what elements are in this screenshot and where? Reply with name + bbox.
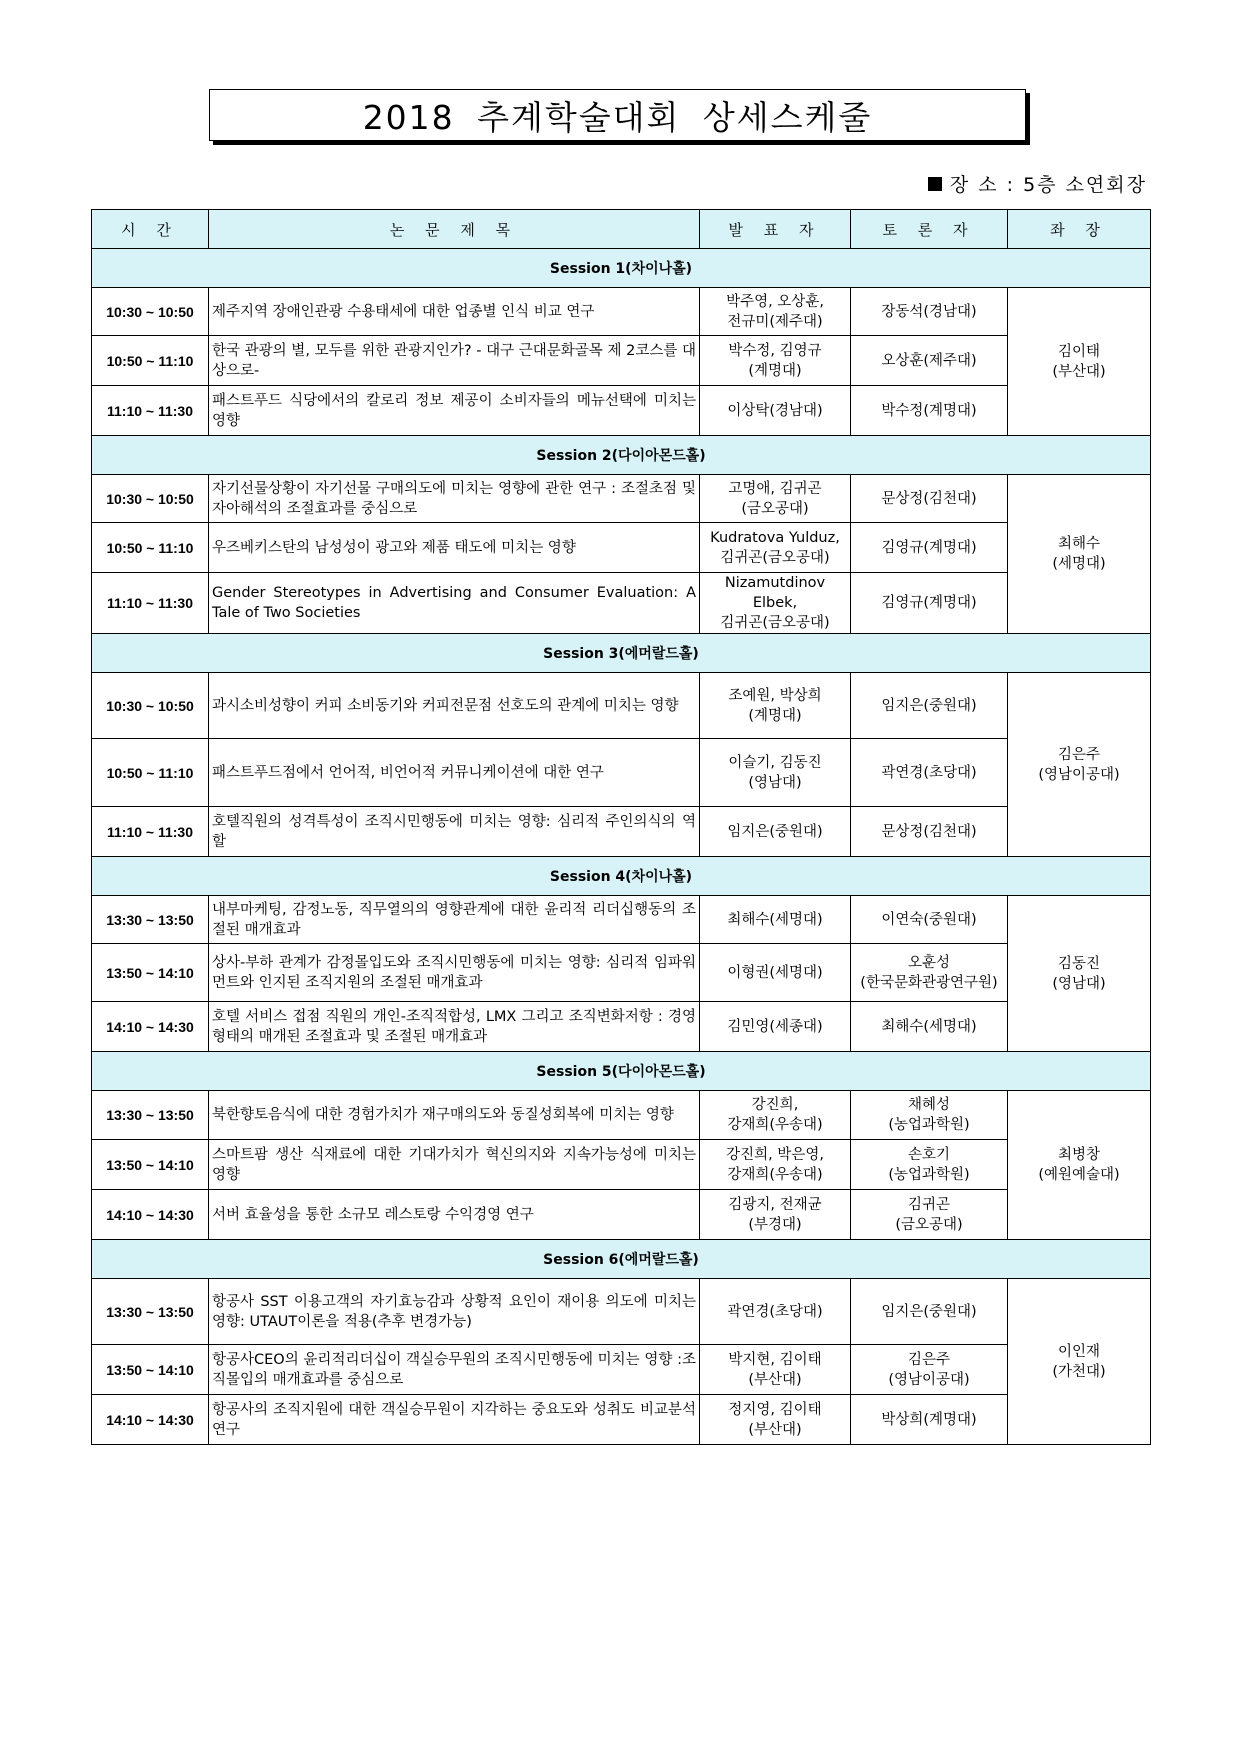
session-header-row xyxy=(92,1052,1151,1091)
paper-title-cell: 서버 효율성을 통한 소규모 레스토랑 수익경영 연구 xyxy=(209,1190,700,1240)
table-header-row xyxy=(92,210,1151,249)
table-row xyxy=(92,739,1151,807)
paper-title-cell: 패스트푸드점에서 언어적, 비언어적 커뮤니케이션에 대한 연구 xyxy=(209,739,700,807)
table-row xyxy=(92,1140,1151,1190)
session-name: Session 2(다이아몬드홀) xyxy=(92,436,1151,475)
presenter-cell: Kudratova Yulduz, 김귀곤(금오공대) xyxy=(700,523,851,573)
paper-title-cell: 우즈베키스탄의 남성성이 광고와 제품 태도에 미치는 영향 xyxy=(209,523,700,573)
discussant-cell: 오훈성 (한국문화관광연구원) xyxy=(851,944,1008,1002)
table-row xyxy=(92,336,1151,386)
time-cell: 11:10 ~ 11:30 xyxy=(92,807,209,857)
table-row xyxy=(92,523,1151,573)
table-row xyxy=(92,1395,1151,1445)
time-cell: 13:30 ~ 13:50 xyxy=(92,1091,209,1140)
presenter-cell: 박주영, 오상훈, 전규미(제주대) xyxy=(700,288,851,336)
session-name: Session 3(에머랄드홀) xyxy=(92,634,1151,673)
time-cell: 10:30 ~ 10:50 xyxy=(92,673,209,739)
presenter-cell: 강진희, 강재희(우송대) xyxy=(700,1091,851,1140)
chair-cell: 최병창 (예원예술대) xyxy=(1008,1091,1151,1240)
chair-cell: 최해수 (세명대) xyxy=(1008,475,1151,634)
time-cell: 11:10 ~ 11:30 xyxy=(92,386,209,436)
discussant-cell: 곽연경(초당대) xyxy=(851,739,1008,807)
presenter-cell: 임지은(중원대) xyxy=(700,807,851,857)
session-header-row xyxy=(92,1240,1151,1279)
time-cell: 13:50 ~ 14:10 xyxy=(92,1345,209,1395)
paper-title-cell: 스마트팜 생산 식재료에 대한 기대가치가 혁신의지와 지속가능성에 미치는 영향 xyxy=(209,1140,700,1190)
presenter-cell: 정지영, 김이태 (부산대) xyxy=(700,1395,851,1445)
header-chair: 좌 장 xyxy=(1008,210,1151,249)
discussant-cell: 임지은(중원대) xyxy=(851,1279,1008,1345)
table-row xyxy=(92,288,1151,336)
presenter-cell: 김광지, 전재균 (부경대) xyxy=(700,1190,851,1240)
paper-title-cell: 항공사CEO의 윤리적리더십이 객실승무원의 조직시민행동에 미치는 영향 :조직몰입의 매개효과를 중심으로 xyxy=(209,1345,700,1395)
paper-title-cell: 상사-부하 관계가 감정몰입도와 조직시민행동에 미치는 영향: 심리적 임파워먼트와 인지된 조직지원의 조절된 매개효과 xyxy=(209,944,700,1002)
table-row xyxy=(92,1002,1151,1052)
time-cell: 10:50 ~ 11:10 xyxy=(92,336,209,386)
time-cell: 14:10 ~ 14:30 xyxy=(92,1002,209,1052)
presenter-cell: 박지현, 김이태 (부산대) xyxy=(700,1345,851,1395)
paper-title-cell: 과시소비성향이 커피 소비동기와 커피전문점 선호도의 관계에 미치는 영향 xyxy=(209,673,700,739)
time-cell: 11:10 ~ 11:30 xyxy=(92,573,209,634)
time-cell: 10:50 ~ 11:10 xyxy=(92,523,209,573)
discussant-cell: 김귀곤 (금오공대) xyxy=(851,1190,1008,1240)
discussant-cell: 김은주 (영남이공대) xyxy=(851,1345,1008,1395)
header-title: 논 문 제 목 xyxy=(209,210,700,249)
presenter-cell: 곽연경(초당대) xyxy=(700,1279,851,1345)
discussant-cell: 장동석(경남대) xyxy=(851,288,1008,336)
time-cell: 13:30 ~ 13:50 xyxy=(92,896,209,944)
presenter-cell: 이형권(세명대) xyxy=(700,944,851,1002)
presenter-cell: 이슬기, 김동진 (영남대) xyxy=(700,739,851,807)
discussant-cell: 오상훈(제주대) xyxy=(851,336,1008,386)
session-header-row xyxy=(92,436,1151,475)
paper-title-cell: Gender Stereotypes in Advertising and Consumer Evaluation: A Tale of Two Societies xyxy=(209,573,700,634)
session-name: Session 6(에머랄드홀) xyxy=(92,1240,1151,1279)
table-row xyxy=(92,1190,1151,1240)
paper-title-cell: 항공사 SST 이용고객의 자기효능감과 상황적 요인이 재이용 의도에 미치는 영향: UTAUT이론을 적용(추후 변경가능) xyxy=(209,1279,700,1345)
paper-title-cell: 호텔직원의 성격특성이 조직시민행동에 미치는 영향: 심리적 주인의식의 역할 xyxy=(209,807,700,857)
table-row xyxy=(92,1279,1151,1345)
presenter-cell: 김민영(세종대) xyxy=(700,1002,851,1052)
session-header-row xyxy=(92,857,1151,896)
discussant-cell: 문상정(김천대) xyxy=(851,807,1008,857)
session-name: Session 5(다이아몬드홀) xyxy=(92,1052,1151,1091)
square-bullet-icon xyxy=(928,177,942,191)
presenter-cell: 강진희, 박은영, 강재희(우송대) xyxy=(700,1140,851,1190)
discussant-cell: 문상정(김천대) xyxy=(851,475,1008,523)
header-time: 시 간 xyxy=(92,210,209,249)
table-row xyxy=(92,573,1151,634)
table-row xyxy=(92,1345,1151,1395)
time-cell: 10:30 ~ 10:50 xyxy=(92,475,209,523)
discussant-cell: 이연숙(중원대) xyxy=(851,896,1008,944)
venue-info xyxy=(928,170,1147,197)
venue-label: 장 소 : 5층 소연회장 xyxy=(949,174,1147,196)
time-cell: 10:50 ~ 11:10 xyxy=(92,739,209,807)
schedule-table xyxy=(91,209,1151,1445)
presenter-cell: 조예원, 박상희 (계명대) xyxy=(700,673,851,739)
presenter-cell: 박수정, 김영규 (계명대) xyxy=(700,336,851,386)
discussant-cell: 박상희(계명대) xyxy=(851,1395,1008,1445)
chair-cell: 김은주 (영남이공대) xyxy=(1008,673,1151,857)
session-header-row xyxy=(92,249,1151,288)
paper-title-cell: 제주지역 장애인관광 수용태세에 대한 업종별 인식 비교 연구 xyxy=(209,288,700,336)
chair-cell: 이인재 (가천대) xyxy=(1008,1279,1151,1445)
presenter-cell: 고명애, 김귀곤 (금오공대) xyxy=(700,475,851,523)
paper-title-cell: 한국 관광의 별, 모두를 위한 관광지인가? - 대구 근대문화골목 제 2코스를 대상으로- xyxy=(209,336,700,386)
paper-title-cell: 자기선물상황이 자기선물 구매의도에 미치는 영향에 관한 연구 : 조절초점 및 자아해석의 조절효과를 중심으로 xyxy=(209,475,700,523)
table-row xyxy=(92,944,1151,1002)
chair-cell: 김이태 (부산대) xyxy=(1008,288,1151,436)
time-cell: 14:10 ~ 14:30 xyxy=(92,1395,209,1445)
table-row xyxy=(92,386,1151,436)
presenter-cell: Nizamutdinov Elbek, 김귀곤(금오공대) xyxy=(700,573,851,634)
page-title: 2018 추계학술대회 상세스케줄 xyxy=(209,89,1026,141)
time-cell: 13:30 ~ 13:50 xyxy=(92,1279,209,1345)
time-cell: 13:50 ~ 14:10 xyxy=(92,1140,209,1190)
paper-title-cell: 패스트푸드 식당에서의 칼로리 정보 제공이 소비자들의 메뉴선택에 미치는 영향 xyxy=(209,386,700,436)
time-cell: 10:30 ~ 10:50 xyxy=(92,288,209,336)
paper-title-cell: 북한향토음식에 대한 경험가치가 재구매의도와 동질성회복에 미치는 영향 xyxy=(209,1091,700,1140)
discussant-cell: 채혜성 (농업과학원) xyxy=(851,1091,1008,1140)
header-discussant: 토 론 자 xyxy=(851,210,1008,249)
discussant-cell: 김영규(계명대) xyxy=(851,523,1008,573)
time-cell: 14:10 ~ 14:30 xyxy=(92,1190,209,1240)
presenter-cell: 최해수(세명대) xyxy=(700,896,851,944)
paper-title-cell: 항공사의 조직지원에 대한 객실승무원이 지각하는 중요도와 성취도 비교분석 연구 xyxy=(209,1395,700,1445)
session-name: Session 4(차이나홀) xyxy=(92,857,1151,896)
paper-title-cell: 내부마케팅, 감정노동, 직무열의의 영향관계에 대한 윤리적 리더십행동의 조절된 매개효과 xyxy=(209,896,700,944)
session-header-row xyxy=(92,634,1151,673)
table-row xyxy=(92,807,1151,857)
table-row xyxy=(92,673,1151,739)
discussant-cell: 손호기 (농업과학원) xyxy=(851,1140,1008,1190)
schedule-body xyxy=(92,249,1151,1445)
session-name: Session 1(차이나홀) xyxy=(92,249,1151,288)
presenter-cell: 이상탁(경남대) xyxy=(700,386,851,436)
table-row xyxy=(92,896,1151,944)
discussant-cell: 최해수(세명대) xyxy=(851,1002,1008,1052)
chair-cell: 김동진 (영남대) xyxy=(1008,896,1151,1052)
discussant-cell: 김영규(계명대) xyxy=(851,573,1008,634)
discussant-cell: 임지은(중원대) xyxy=(851,673,1008,739)
table-row xyxy=(92,1091,1151,1140)
paper-title-cell: 호텔 서비스 접점 직원의 개인-조직적합성, LMX 그리고 조직변화저항 : 경영형태의 매개된 조절효과 및 조절된 매개효과 xyxy=(209,1002,700,1052)
discussant-cell: 박수정(계명대) xyxy=(851,386,1008,436)
time-cell: 13:50 ~ 14:10 xyxy=(92,944,209,1002)
header-presenter: 발 표 자 xyxy=(700,210,851,249)
table-row xyxy=(92,475,1151,523)
